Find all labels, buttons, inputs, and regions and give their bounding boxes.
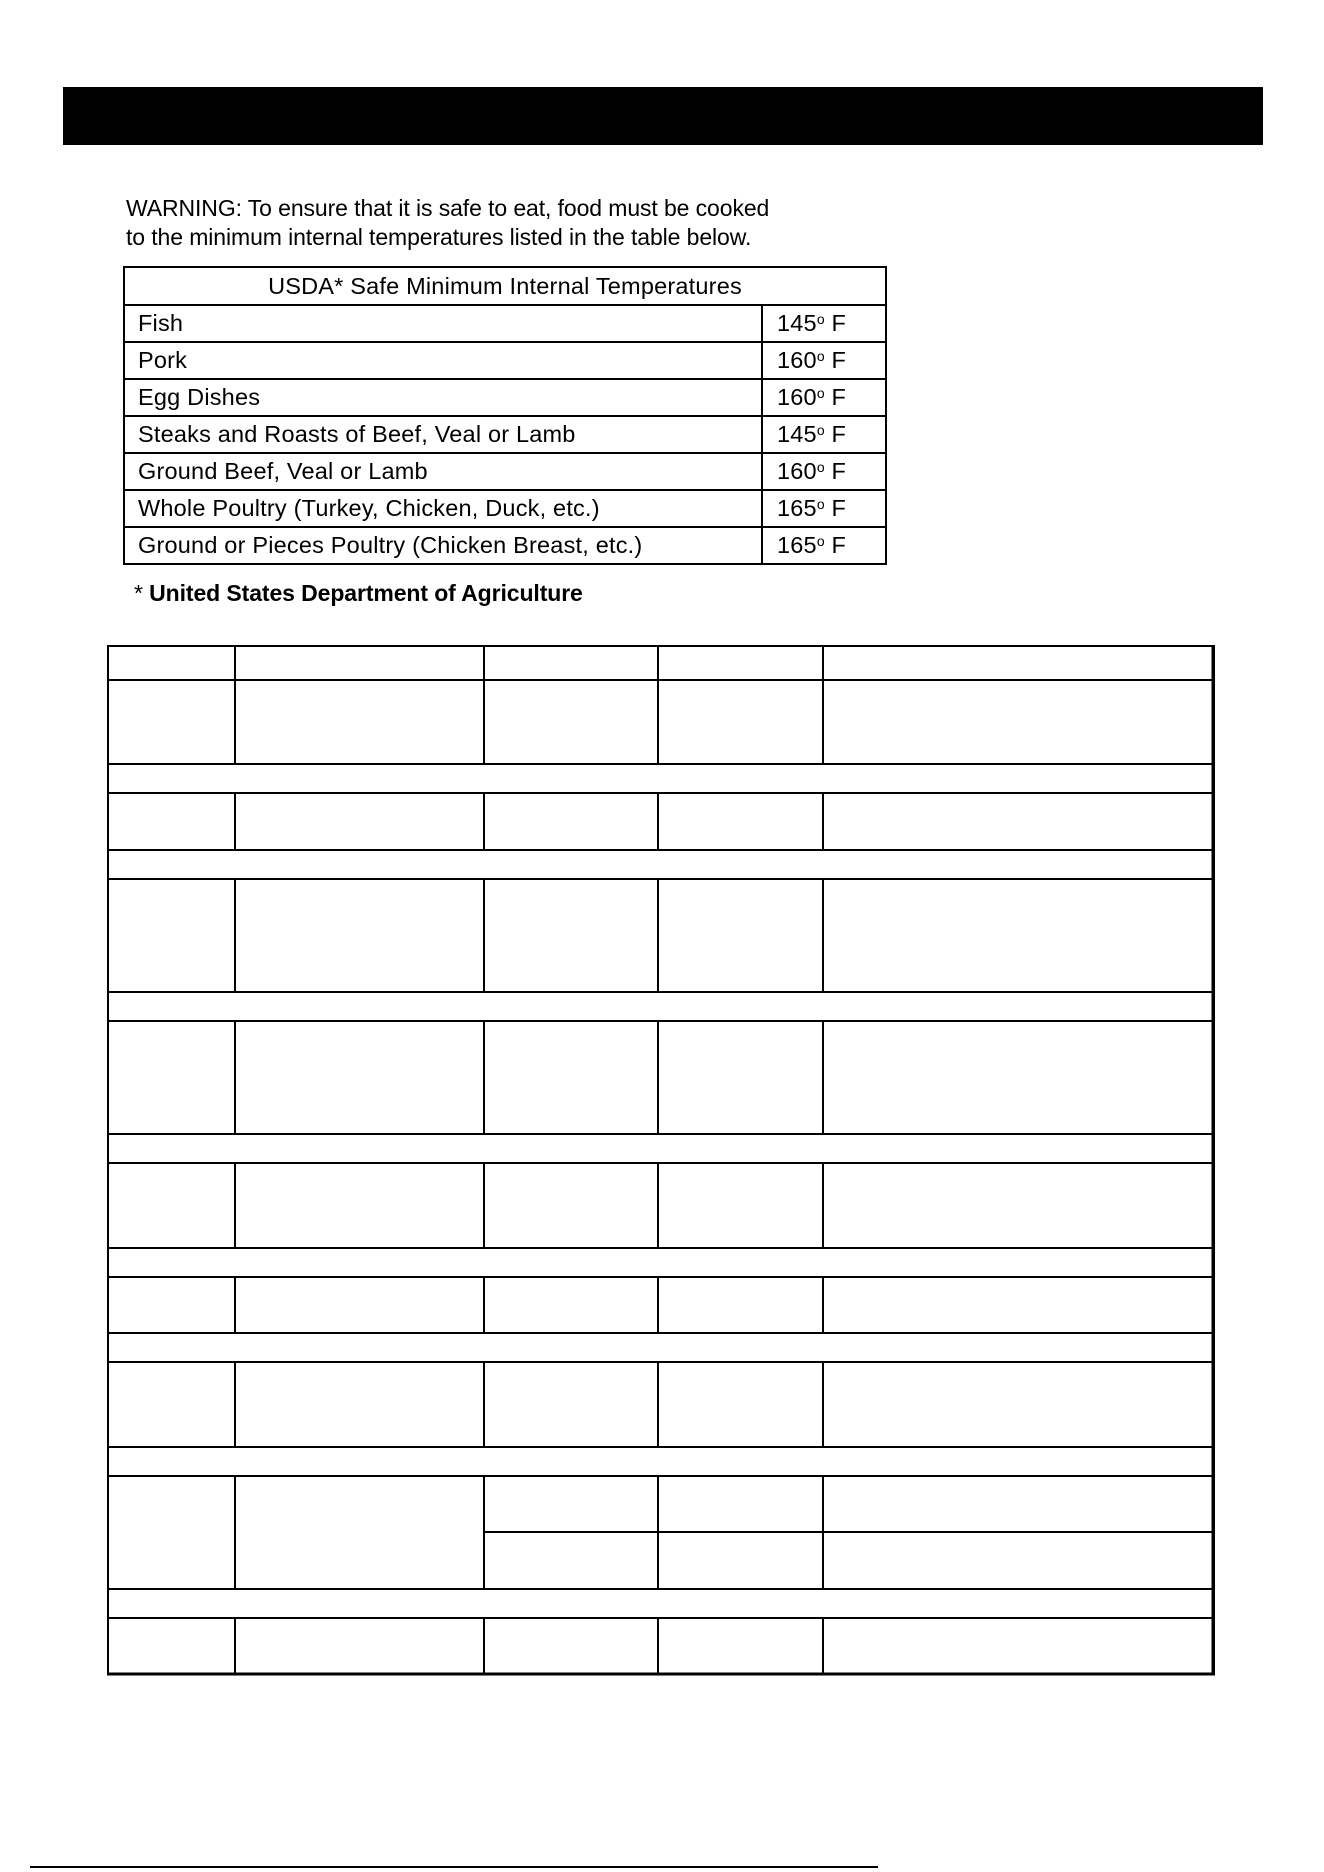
- temp-cell: 165$^o$ F: [762, 527, 886, 564]
- table-row: [124, 527, 886, 564]
- table-row: [124, 379, 886, 416]
- usda-temperature-table: [123, 266, 887, 565]
- grid-dividers: [235, 645, 823, 1674]
- temp-cell: 160$^o$ F: [762, 453, 886, 490]
- temp-cell: 145$^o$ F: [762, 416, 886, 453]
- warning-text: [126, 194, 896, 252]
- food-cell: Ground Beef, Veal or Lamb: [124, 453, 762, 490]
- warning-line-2: to the minimum internal temperatures listed in the table below.: [126, 224, 752, 250]
- footnote: [134, 580, 583, 607]
- temp-cell: 160$^o$ F: [762, 342, 886, 379]
- header-bar: [63, 87, 1263, 145]
- cooking-guide-grid: [107, 645, 1215, 1676]
- table-row: [124, 305, 886, 342]
- food-cell: Steaks and Roasts of Beef, Veal or Lamb: [124, 416, 762, 453]
- footnote-mark: *: [134, 580, 143, 606]
- food-cell: Egg Dishes: [124, 379, 762, 416]
- table-row: [124, 490, 886, 527]
- footer-rule: [30, 1866, 878, 1868]
- table-row: [124, 342, 886, 379]
- table-row: [124, 453, 886, 490]
- usda-table-title: USDA* Safe Minimum Internal Temperatures: [124, 267, 886, 305]
- warning-line-1: WARNING: To ensure that it is safe to eat, food must be cooked: [126, 195, 770, 221]
- grid-outer-border: [108, 646, 1214, 1674]
- temp-cell: 145$^o$ F: [762, 305, 886, 342]
- food-cell: Ground or Pieces Poultry (Chicken Breast, etc.): [124, 527, 762, 564]
- temp-cell: 160$^o$ F: [762, 379, 886, 416]
- footnote-text: United States Department of Agriculture: [149, 580, 583, 606]
- temp-cell: 165$^o$ F: [762, 490, 886, 527]
- food-cell: Pork: [124, 342, 762, 379]
- food-cell: Whole Poultry (Turkey, Chicken, Duck, etc.): [124, 490, 762, 527]
- table-row: [124, 416, 886, 453]
- food-cell: Fish: [124, 305, 762, 342]
- cooking-guide-table: [107, 645, 1215, 1676]
